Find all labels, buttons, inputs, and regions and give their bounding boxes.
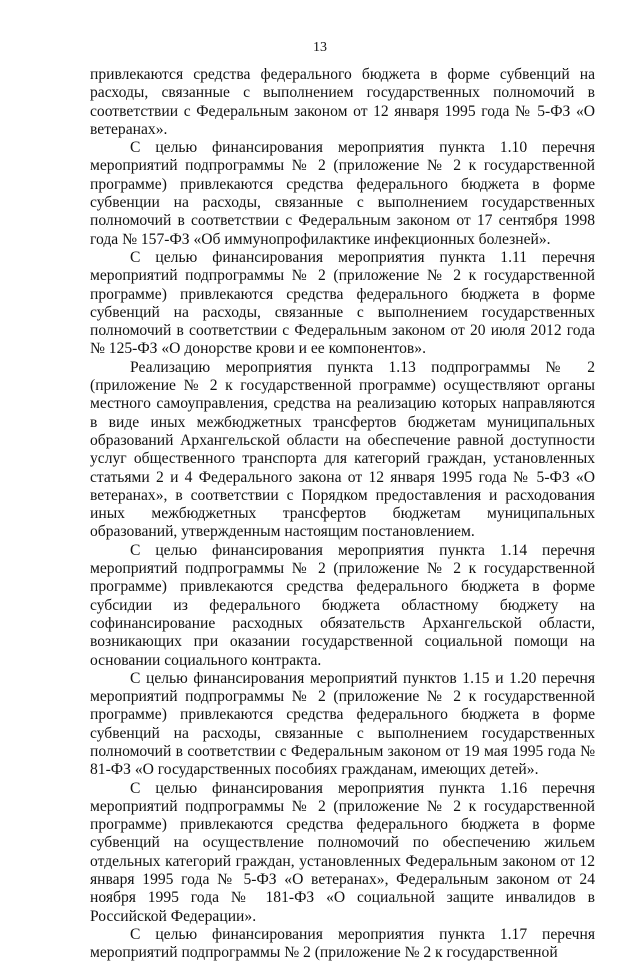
paragraph: С целью финансирования мероприятия пункта 1.17 перечня мероприятий подпрограммы № 2 (приложение № 2 к государственной (90, 925, 595, 962)
paragraph: С целью финансирования мероприятий пунктов 1.15 и 1.20 перечня мероприятий подпрограммы № 2 (приложение № 2 к государственной программе) привлекаются средства федерального бюджета в форме субвенций на расходы, связанные с выполнением государственных полномочий в соответствии с Федеральным законом от 19 мая 1995 года № 81-ФЗ «О государственных пособиях гражданам, имеющих детей». (90, 669, 595, 779)
paragraph: С целью финансирования мероприятия пункта 1.16 перечня мероприятий подпрограммы № 2 (приложение № 2 к государственной программе) привлекаются средства федерального бюджета в форме субвенций на осуществление полномочий по обеспечению жильем отдельных категорий граждан, установленных Федеральным законом от 12 января 1995 года № 5-ФЗ «О ветеранах», Федеральным законом от 24 ноября 1995 года № 181-ФЗ «О социальной защите инвалидов в Российской Федерации». (90, 779, 595, 925)
paragraph: С целью финансирования мероприятия пункта 1.14 перечня мероприятий подпрограммы № 2 (приложение № 2 к государственной программе) привлекаются средства федерального бюджета в форме субсидии из федерального бюджета областному бюджету на софинансирование расходных обязательств Архангельской области, возникающих при оказании государственной социальной помощи на основании социального контракта. (90, 541, 595, 669)
paragraph: Реализацию мероприятия пункта 1.13 подпрограммы № 2 (приложение № 2 к государственной программе) осуществляют органы местного самоуправления, средства на реализацию которых направляются в виде иных межбюджетных трансфертов бюджетам муниципальных образований Архангельской области на обеспечение равной доступности услуг общественного транспорта для категорий граждан, установленных статьями 2 и 4 Федерального закона от 12 января 1995 года № 5-ФЗ «О ветеранах», в соответствии с Порядком предоставления и расходования иных межбюджетных трансфертов бюджетам муниципальных образований, утвержденным настоящим постановлением. (90, 358, 595, 541)
paragraph: С целью финансирования мероприятия пункта 1.10 перечня мероприятий подпрограммы № 2 (приложение № 2 к государственной программе) привлекаются средства федерального бюджета в форме субвенции на расходы, связанные с выполнением государственных полномочий в соответствии с Федеральным законом от 17 сентября 1998 года № 157-ФЗ «Об иммунопрофилактике инфекционных болезней». (90, 139, 595, 248)
document-body (90, 66, 595, 963)
paragraph: С целью финансирования мероприятия пункта 1.11 перечня мероприятий подпрограммы № 2 (приложение № 2 к государственной программе) привлекаются средства федерального бюджета в форме субвенций на расходы, связанные с выполнением государственных полномочий в соответствии с Федеральным законом от 20 июля 2012 года № 125-ФЗ «О донорстве крови и ее компонентов». (90, 248, 595, 358)
page-number: 13 (313, 40, 327, 55)
paragraph: привлекаются средства федерального бюджета в форме субвенций на расходы, связанные с выполнением государственных полномочий в соответствии с Федеральным законом от 12 января 1995 года № 5-ФЗ «О ветеранах». (90, 66, 595, 138)
